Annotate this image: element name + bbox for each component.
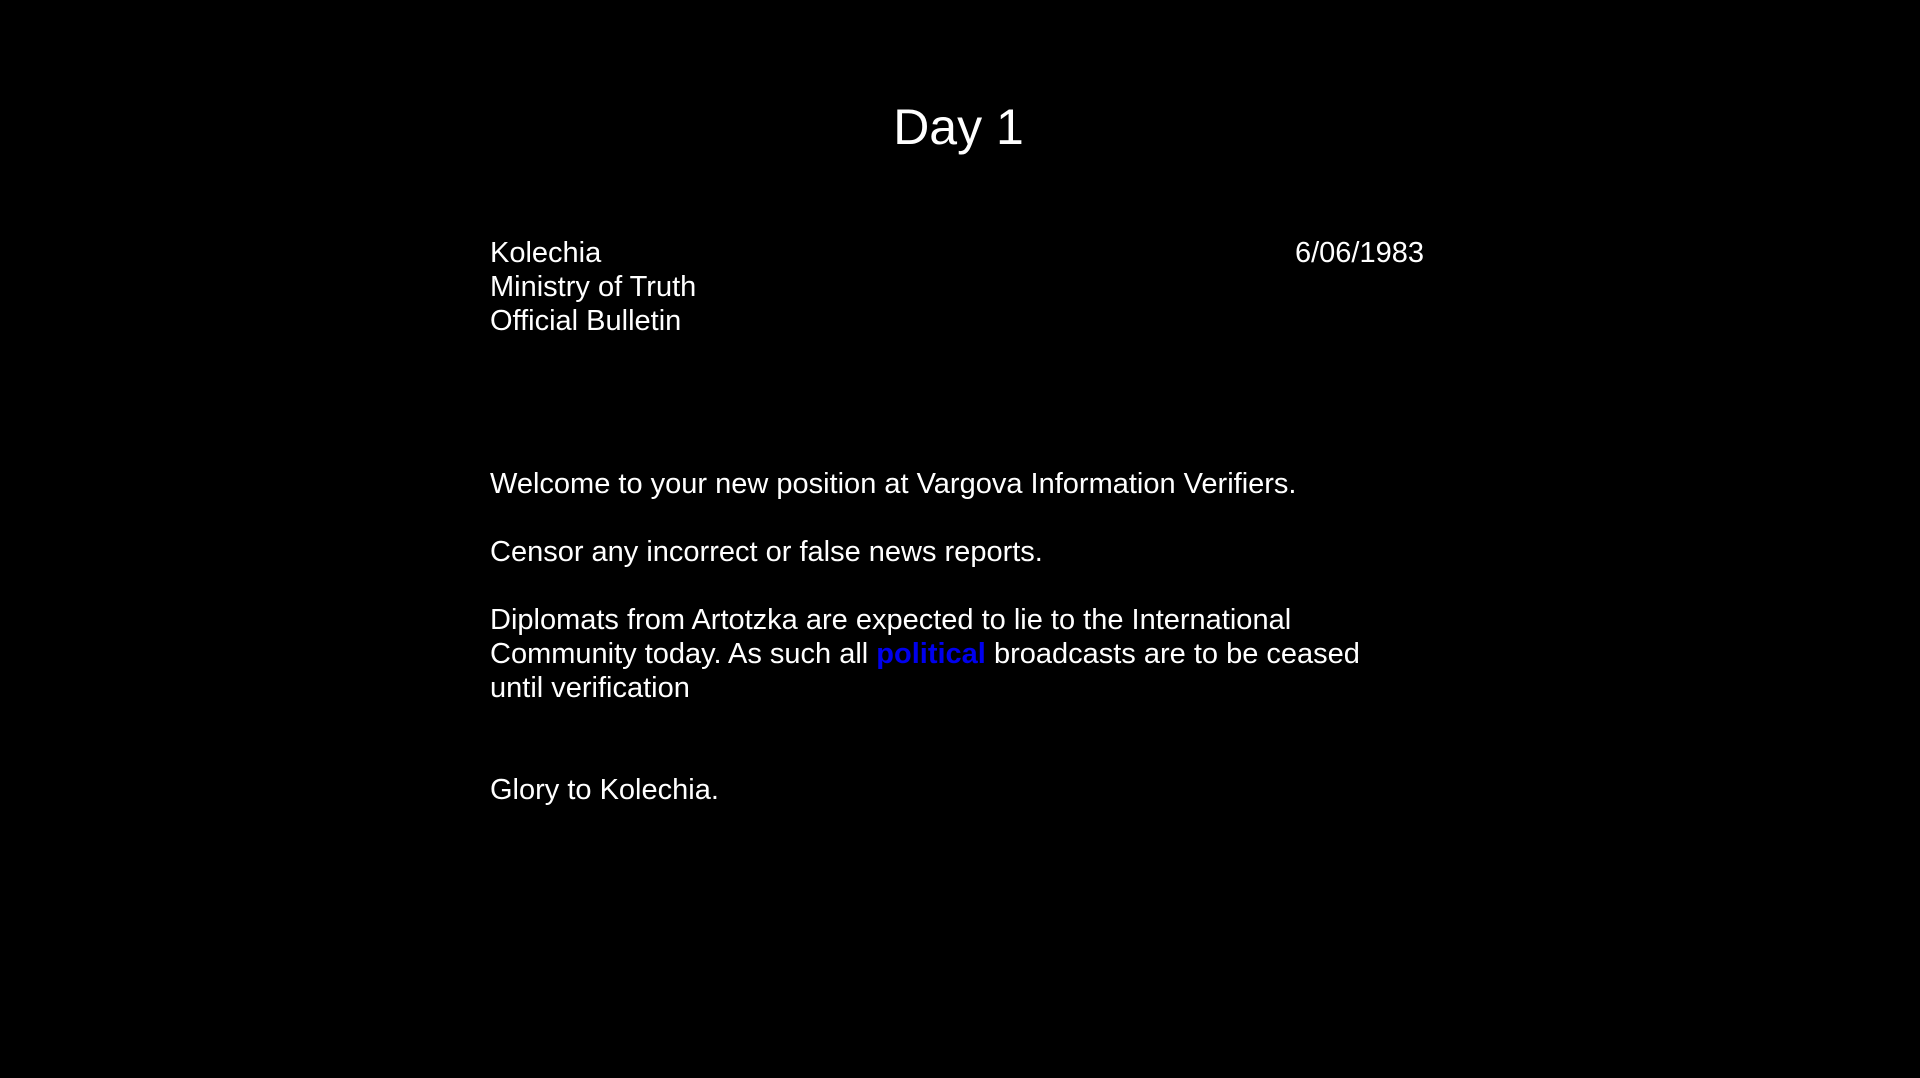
ministry-name: Ministry of Truth xyxy=(490,271,697,303)
country-name: Kolechia xyxy=(490,237,602,269)
closing-message: Glory to Kolechia. xyxy=(490,774,719,806)
document-type: Official Bulletin xyxy=(490,305,682,337)
welcome-message: Welcome to your new position at Vargova Information Verifiers. xyxy=(490,468,1297,500)
notice-line-1: Diplomats from Artotzka are expected to lie to the International xyxy=(490,604,1292,636)
notice-line-2 xyxy=(490,637,1450,671)
notice-line-2-end: broadcasts are to be ceased xyxy=(993,638,1360,670)
notice-paragraph xyxy=(490,603,1450,705)
day-title: Day 1 xyxy=(893,99,1024,155)
bulletin-date: 6/06/1983 xyxy=(1294,237,1424,269)
bulletin-header xyxy=(490,236,696,338)
notice-line-3: until verification xyxy=(490,672,690,704)
notice-line-2-start: Community today. As such all xyxy=(490,638,869,670)
highlighted-keyword: political xyxy=(876,638,986,670)
instruction-message: Censor any incorrect or false news reports. xyxy=(490,536,1043,568)
